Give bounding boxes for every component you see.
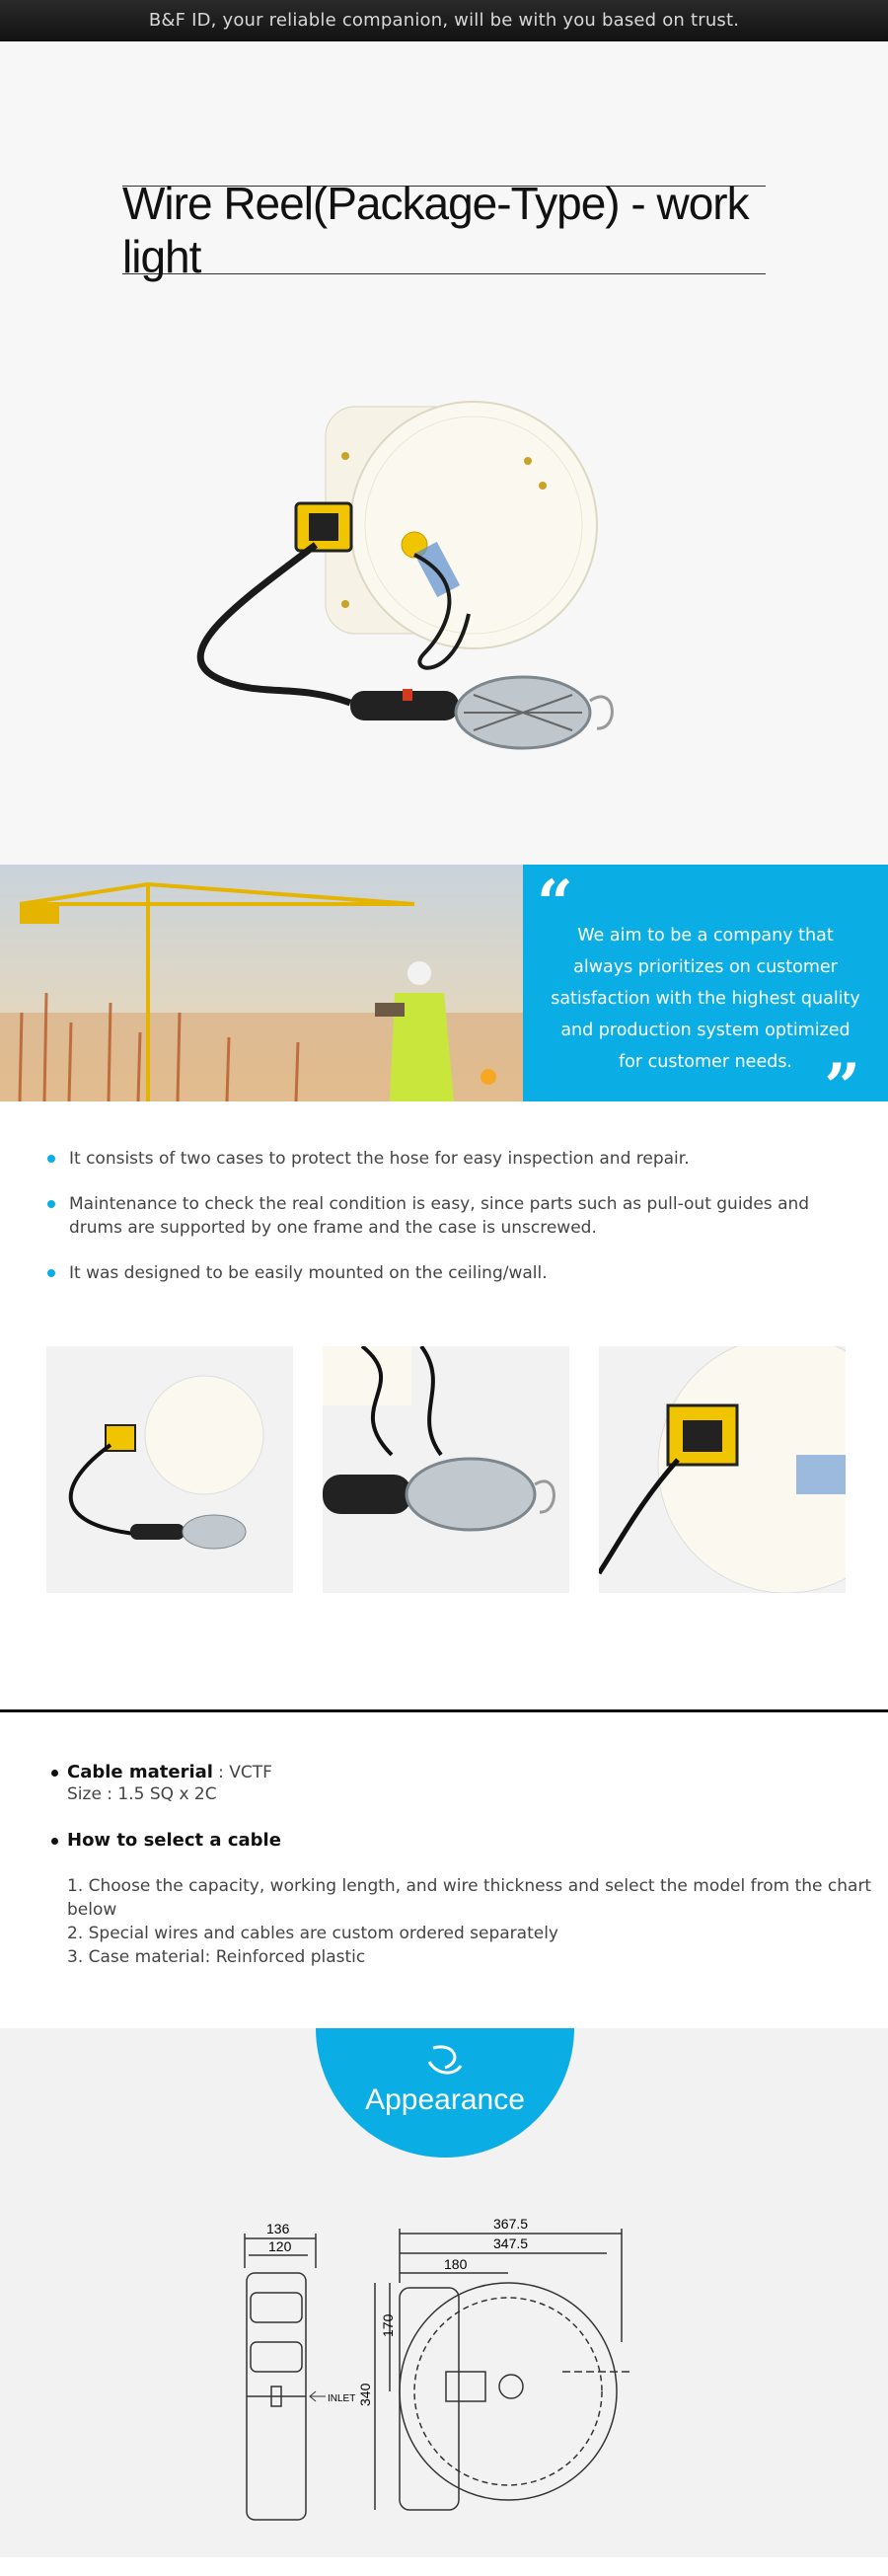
dim-136: 136 (266, 2221, 290, 2236)
dim-180: 180 (444, 2256, 468, 2272)
product-image (178, 387, 691, 762)
spec-value: VCTF (229, 1763, 272, 1782)
top-slogan-bar (0, 0, 888, 41)
slogan-text: B&F ID, your reliable companion, will be with you based on trust. (148, 10, 740, 31)
appearance-title: Appearance (365, 2084, 525, 2116)
selection-steps (51, 1874, 888, 1969)
selection-step: 1. Choose the capacity, working length, and wire thickness and select the model from the chart below (67, 1876, 872, 1920)
product-thumbnails (46, 1346, 888, 1593)
title-frame (122, 178, 766, 282)
construction-site-photo (0, 865, 523, 1101)
quote-text: We aim to be a company that always prioritizes on customer satisfaction with the highest quality and production system optimized for customer needs. (551, 926, 860, 1072)
close-quote-icon: ” (824, 1050, 860, 1124)
spec-size: Size : 1.5 SQ x 2C (67, 1784, 217, 1804)
open-quote-icon: “ (537, 867, 573, 941)
page-title: Wire Reel(Package-Type) - work light (122, 178, 749, 282)
thumbnail-reel-closeup (599, 1346, 846, 1593)
feature-section (0, 1101, 888, 1712)
thumbnail-work-light (323, 1346, 569, 1593)
dimension-drawing (217, 2194, 691, 2549)
feature-list (47, 1147, 888, 1285)
spec-label: How to select a cable (67, 1830, 281, 1851)
dim-170: 170 (380, 2313, 396, 2337)
spec-cable-material: Cable material : VCTF Size : 1.5 SQ x 2C (51, 1762, 888, 1806)
dim-inlet: INLET (328, 2393, 356, 2404)
spec-how-to-select (51, 1830, 888, 1851)
thumbnail-full-product (46, 1346, 293, 1593)
dim-340: 340 (357, 2383, 373, 2406)
feature-item: It consists of two cases to protect the hose for easy inspection and repair. (47, 1147, 837, 1171)
spec-label: Cable material (67, 1762, 213, 1782)
quote-panel (523, 865, 888, 1124)
appearance-badge (316, 2028, 574, 2158)
logo-swirl-icon (425, 2042, 465, 2078)
product-hero (0, 41, 888, 865)
selection-step: 3. Case material: Reinforced plastic (67, 1947, 366, 1967)
feature-item: Maintenance to check the real condition is easy, since parts such as pull-out guides and drums are supported by one frame and the case is unscrewed. (47, 1192, 837, 1240)
spec-section (0, 1712, 888, 2028)
dim-120: 120 (268, 2238, 292, 2254)
selection-step: 2. Special wires and cables are custom ordered separately (67, 1924, 558, 1943)
mission-banner (0, 865, 888, 1124)
dim-347-5: 347.5 (493, 2235, 529, 2251)
appearance-section (0, 2028, 888, 2557)
feature-item: It was designed to be easily mounted on the ceiling/wall. (47, 1261, 837, 1285)
dim-367-5: 367.5 (493, 2216, 529, 2232)
